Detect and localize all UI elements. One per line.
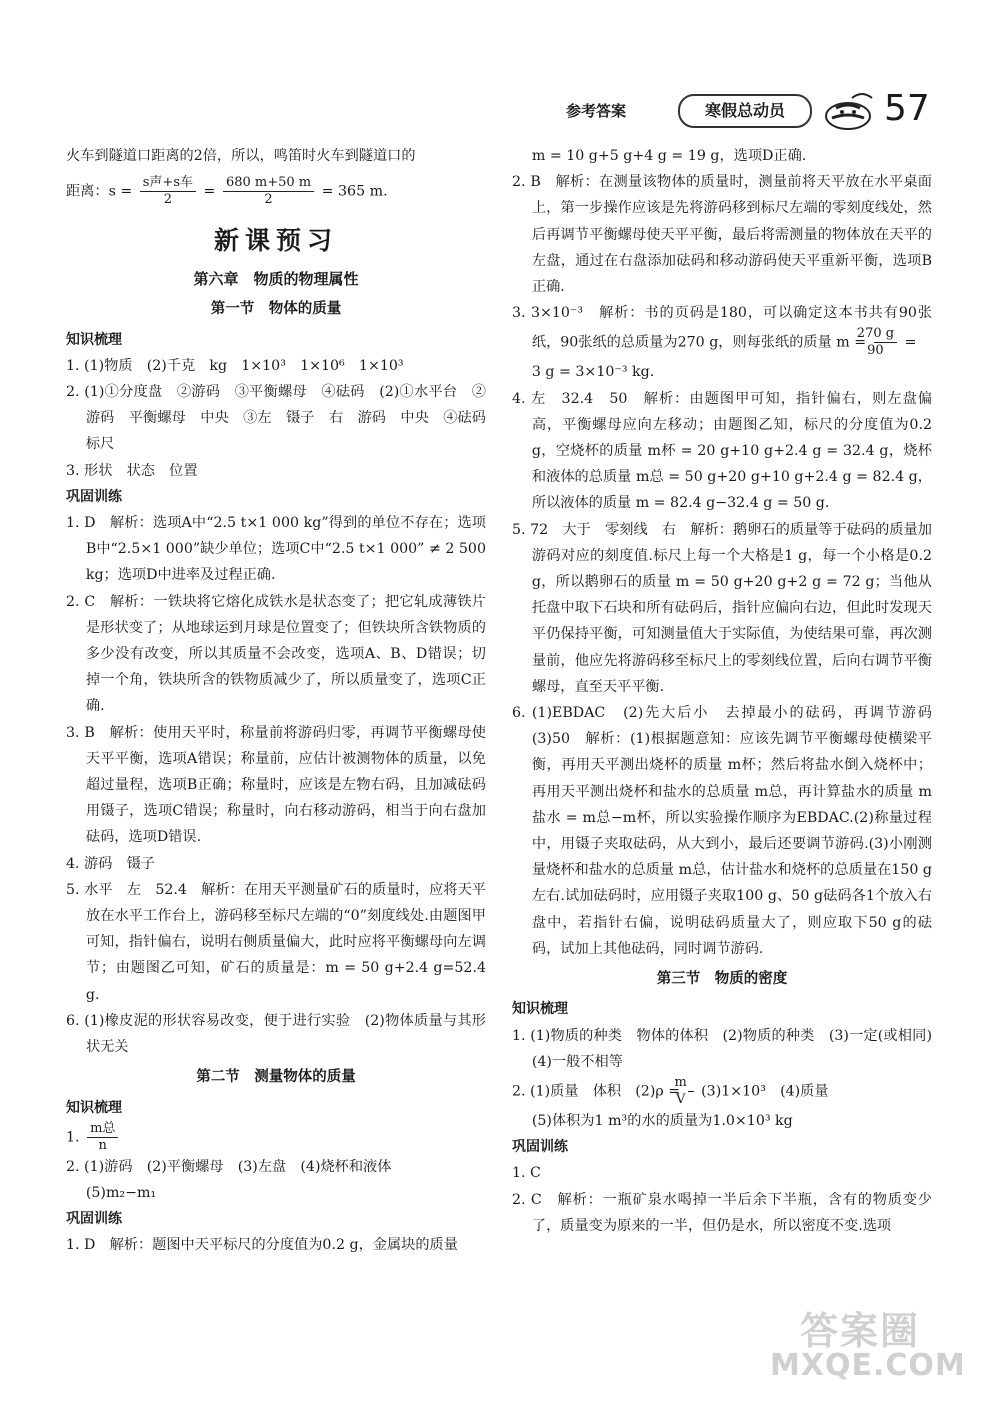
answer-item: 6. (1)橡皮泥的形状容易改变，便于进行实验 (2)物体质量与其形状无关 <box>66 1012 486 1056</box>
answer-item: 2. C 解析：一瓶矿泉水喝掉一半后余下半瓶，含有的物质变少了，质量变为原来的一半，但仍是水，所以密度不变.选项 <box>512 1191 932 1234</box>
answer-item: m = 10 g+5 g+4 g = 19 g，选项D正确. <box>531 148 807 164</box>
section-title: 第三节 物质的密度 <box>656 971 788 988</box>
answer-item: 5. 水平 左 52.4 解析：在用天平测量矿石的质量时，应将天平放在水平工作台上，游码移至标尺左端的“0”刻度线处.由题图甲可知，指针偏右，说明右侧质量偏大，此时应将平衡螺母向左调节；由题图乙可知，矿石的质量是：m = 50 g+2.4 g=52.4 g. <box>66 881 486 1003</box>
section-title: 第二节 测量物体的质量 <box>196 1069 356 1086</box>
answer-item: 1. (1)物质的种类 物体的体积 (2)物质的种类 (3)一定(或相同) (4)一般不相等 <box>512 1027 947 1070</box>
answer-item: 3. 形状 状态 位置 <box>66 462 198 479</box>
answer-item: 6. (1)EBDAC (2)先大后小 去掉最小的砝码，再调节游码 (3)50 解析：(1)根据题意知：应该先调节平衡螺母使横梁平衡，再用天平测出烧杯的质量 m杯；然后将盐水倒入烧杯中；再用天平测出烧杯和盐水的总质量 m总，再计算盐水的质量 m盐水 = m总−m杯，所以实验操作顺序为EBDAC.(2)称量过程中，用镊子夹取砝码，从大到小，最后还要调节游码.(3)小刚测量烧杯和盐水的总质量 m总，估计盐水和烧杯的总质量在150 g左右.试加砝码时，应用镊子夹取100 g、50 g砝码各1个放入右盘中，若指针右偏，说明砝码质量大了，则应取下50 g的砝码，试加上其他砝码，同时调节游码. <box>512 705 947 957</box>
book-title-badge: 寒假总动员 <box>678 94 812 128</box>
header-label: 参考答案 <box>566 102 627 120</box>
left-continued-line: 火车到隧道口距离的2倍，所以，鸣笛时火车到隧道口的 <box>66 148 416 164</box>
subheading: 知识梳理 <box>512 1001 568 1018</box>
answer-item: 2. (1)游码 (2)平衡螺母 (3)左盘 (4)烧杯和液体 <box>66 1158 392 1175</box>
answer-item: 3 g = 3×10⁻³ kg. <box>531 364 655 381</box>
answer-item: 3. B 解析：使用天平时，称量前将游码归零，再调节平衡螺母使天平平衡，选项A错误；称量前，应估计被测物体的质量，以免超过量程，选项B正确；称量时，应该是左物右码，且加减砝码用镊子，选项C错误；称量时，向右移动游码，相当于向右盘加砝码，选项D错误. <box>66 724 486 846</box>
bee-mascot-icon <box>818 92 878 132</box>
distance-formula: 距离：s = $\frac{\text{s声+s车}}{2}$ = $\frac{680 m+50 m}{2}$ = 365 m. <box>66 175 388 208</box>
subheading: 知识梳理 <box>66 1099 122 1116</box>
answer-item: 4. 游码 镊子 <box>66 855 155 872</box>
answer-item: (5)体积为1 m³的水的质量为1.0×10³ kg <box>531 1112 793 1129</box>
watermark-logo: 答案圈 MXQE.COM <box>770 1309 966 1383</box>
page-header <box>560 88 940 134</box>
answer-item: 1. (1)物质 (2)千克 kg 1×10³ 1×10⁶ 1×10³ <box>66 357 404 374</box>
page-number: 57 <box>884 88 930 129</box>
answer-item: 5. 72 大于 零刻线 右 解析：鹅卵石的质量等于砝码的质量加游码对应的刻度值.标尺上每一个大格是1 g，每一个小格是0.2 g，所以鹅卵石的质量 m = 50 g+20 g+2 g = 72 g；当他从托盘中取下石块和所有砝码后，指针应偏向右边，但此时发现天平仍保持平衡，可知测量值大于实际值，为使结果可靠，再次测量前，他应先将游码移至标尺上的零刻线位置，后向右调节平衡螺母，直至天平平衡. <box>512 521 932 695</box>
left-column <box>66 143 501 1259</box>
answer-item: 2. B 解析：在测量该物体的质量时，测量前将天平放在水平桌面上，第一步操作应该是先将游码移到标尺左端的零刻度线处，然后再调节平衡螺母使天平平衡，最后将需测量的物体放在天平的左盘，通过在右盘添加砝码和移动游码使天平重新平衡，选项B正确. <box>512 174 932 296</box>
subheading: 知识梳理 <box>66 331 122 348</box>
answer-item: 4. 左 32.4 50 解析：由题图甲可知，指针偏右，则左盘偏高，平衡螺母应向左移动；由题图乙知，标尺的分度值为0.2 g，空烧杯的质量 m杯 = 20 g+10 g+2.4 g = 32.4 g，烧杯和液体的总质量 m总 = 50 g+20 g+10 g+2.4 g = 82.4 g，所以液体的质量 m = 82.4 g−32.4 g = 50 g. <box>512 390 932 512</box>
subheading: 巩固训练 <box>66 488 122 505</box>
fraction: $\frac{270 g}{90}$ <box>874 326 897 359</box>
section-big-title: 新课预习 <box>213 226 338 256</box>
fraction: $\frac{\text{m总}}{n}$ <box>87 1121 118 1154</box>
answer-item: 3. 3×10⁻³ 解析：书的页码是180，可以确定这本书共有90张纸，90张纸的总质量为270 g，则每张纸的质量 m = $\frac{270 g}{90}$ = <box>512 305 932 359</box>
chapter-title: 第六章 物质的物理属性 <box>193 270 359 289</box>
subheading: 巩固训练 <box>512 1139 568 1156</box>
fraction: $\frac{m}{V}$ <box>688 1075 694 1108</box>
answer-item: 2. C 解析：一铁块将它熔化成铁水是状态变了；把它轧成薄铁片是形状变了；从地球运到月球是位置变了；但铁块所含铁物质的多少没有改变，所以其质量不会改变，选项A、B、D错误；切掉一个角，铁块所含的铁物质减少了，所以质量变了，选项C正确. <box>66 593 486 715</box>
fraction: $\frac{\text{s声+s车}}{2}$ <box>140 175 196 208</box>
answer-item: 2. (1)质量 体积 (2)ρ = $\frac{m}{V}$ (3)1×10³ (4)质量 <box>512 1074 829 1107</box>
answer-item: (5)m₂−m₁ <box>85 1184 157 1201</box>
answer-item: 1. $\frac{\text{m总}}{n}$ <box>66 1121 486 1154</box>
answer-item: 1. D 解析：选项A中“2.5 t×1 000 kg”得到的单位不存在；选项B中“2.5×1 000”缺少单位；选项C中“2.5 t×1 000” ≠ 2 500 kg；选项D中进率及过程正确. <box>66 515 486 584</box>
subheading: 巩固训练 <box>66 1211 122 1228</box>
section-title: 第一节 物体的质量 <box>210 301 342 318</box>
answer-item: 2. (1)①分度盘 ②游码 ③平衡螺母 ④砝码 (2)①水平台 ②游码 平衡螺母 中央 ③左 镊子 右 游码 中央 ④砝码 标尺 <box>66 384 501 453</box>
fraction: $\frac{680 m+50 m}{2}$ <box>223 175 314 208</box>
answer-item: 1. C <box>512 1165 541 1182</box>
right-column <box>512 143 947 1239</box>
answer-item: 1. D 解析：题图中天平标尺的分度值为0.2 g，金属块的质量 <box>66 1237 458 1254</box>
